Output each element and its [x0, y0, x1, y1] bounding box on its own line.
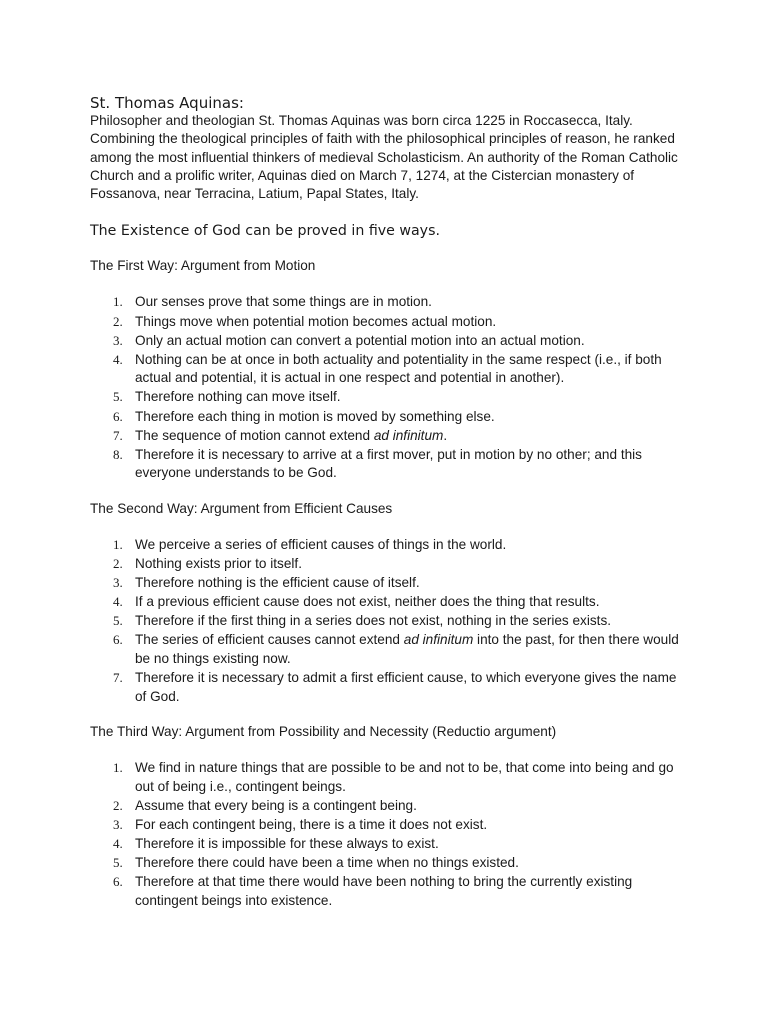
list-item-number: 4. — [113, 836, 123, 852]
way-3-title: The Third Way: Argument from Possibility and Necessity (Reductio argument) — [90, 724, 557, 740]
list-item-text-part: We perceive a series of efficient causes of things in the world. — [135, 536, 507, 552]
list-item-number: 5. — [113, 389, 123, 405]
list-item — [90, 816, 690, 835]
list-item — [90, 427, 690, 446]
list-item — [90, 351, 690, 388]
list-item-number: 8. — [113, 446, 123, 462]
list-item-number: 5. — [113, 613, 123, 629]
list-item-text — [135, 817, 487, 832]
way-1-title: The First Way: Argument from Motion — [90, 258, 316, 274]
list-item — [90, 612, 690, 631]
list-item-emphasis: ad infinitum — [373, 427, 444, 443]
list-item-number: 1. — [113, 294, 123, 310]
list-item-text-part: Nothing can be at once in both actuality and potentiality in the same respect (i.e., if both actual and potential, it is actual in one respect and potential in another). — [135, 351, 662, 386]
list-item-text-part: Nothing exists prior to itself. — [135, 556, 302, 572]
list-item-number: 4. — [113, 594, 123, 610]
list-item-text — [135, 428, 447, 443]
list-item-text — [135, 855, 519, 870]
list-item — [90, 797, 690, 816]
list-item-text-part: Therefore nothing is the efficient cause of itself. — [135, 575, 420, 591]
list-item-number: 4. — [113, 351, 123, 367]
section-heading: The Existence of God can be proved in five ways. — [90, 223, 440, 240]
list-item-text — [135, 613, 611, 628]
list-item-text-part: Therefore if the first thing in a series does not exist, nothing in the series exists. — [135, 613, 612, 629]
list-item-number: 6. — [113, 874, 123, 890]
list-item-number: 6. — [113, 632, 123, 648]
list-item-text-part: If a previous efficient cause does not exist, neither does the thing that results. — [135, 594, 600, 610]
list-item-text — [135, 594, 599, 609]
list-item-text-part: . — [443, 427, 448, 443]
list-item — [90, 759, 690, 796]
list-item-text — [135, 314, 496, 329]
list-item-number: 7. — [113, 670, 123, 686]
list-item — [90, 293, 690, 312]
list-item-emphasis: ad infinitum — [403, 632, 474, 648]
list-item-number: 2. — [113, 797, 123, 813]
list-item-text — [135, 798, 417, 813]
way-3-steps — [90, 759, 690, 910]
list-item-text-part: into the past, for then there would be no things existing now. — [135, 632, 679, 666]
list-item — [90, 873, 690, 910]
list-item-text-part: Therefore nothing can move itself. — [135, 389, 341, 405]
list-item-number: 3. — [113, 332, 123, 348]
page-heading: St. Thomas Aquinas: — [90, 94, 244, 112]
list-item-number: 3. — [113, 817, 123, 833]
list-item — [90, 446, 690, 483]
list-item-text — [135, 333, 585, 348]
list-item — [90, 835, 690, 854]
list-item-number: 2. — [113, 313, 123, 329]
list-item-text — [135, 556, 302, 571]
way-2-steps — [90, 536, 690, 706]
list-item-number: 5. — [113, 855, 123, 871]
list-item-text-part: Only an actual motion can convert a potential motion into an actual motion. — [135, 332, 585, 348]
list-item-text-part: The series of efficient causes cannot extend — [135, 632, 404, 648]
list-item-text-part: For each contingent being, there is a time it does not exist. — [135, 817, 488, 833]
list-item-number: 1. — [113, 536, 123, 552]
list-item-number: 1. — [113, 760, 123, 776]
list-item-text — [135, 760, 674, 794]
list-item-text — [135, 447, 642, 481]
list-item — [90, 669, 690, 706]
list-item-number: 6. — [113, 408, 123, 424]
list-item-text — [135, 389, 341, 404]
list-item-text-part: Therefore it is necessary to admit a first efficient cause, to which everyone gives the name of God. — [135, 670, 677, 704]
list-item-number: 3. — [113, 575, 123, 591]
list-item-text-part: Assume that every being is a contingent being. — [135, 797, 417, 813]
list-item-text — [135, 874, 632, 908]
list-item-text-part: Our senses prove that some things are in motion. — [135, 294, 432, 310]
list-item-text-part: The sequence of motion cannot extend — [135, 427, 374, 443]
list-item — [90, 854, 690, 873]
way-1-steps — [90, 293, 690, 482]
list-item-text — [135, 537, 506, 552]
list-item-text — [135, 632, 679, 666]
list-item — [90, 574, 690, 593]
list-item — [90, 631, 690, 668]
intro-paragraph: Philosopher and theologian St. Thomas Aquinas was born circa 1225 in Roccasecca, Italy. Combining the theological principles of faith with the philosophical principles of reason, he ranked among the most influential thinkers of medieval Scholasticism. An authority of the Roman Catholic Church and a prolific writer, Aquinas died on March 7, 1274, at the Cistercian monastery of Fossanova, near Terracina, Latium, Papal States, Italy. — [90, 113, 678, 202]
list-item — [90, 536, 690, 555]
list-item-text-part: We find in nature things that are possible to be and not to be, that come into being and go out of being i.e., contingent beings. — [135, 760, 674, 794]
list-item-text — [135, 575, 420, 590]
list-item-text — [135, 836, 439, 851]
list-item-text-part: Therefore at that time there would have been nothing to bring the currently existing contingent beings into existence. — [135, 874, 633, 908]
list-item-text — [135, 352, 662, 386]
list-item — [90, 388, 690, 407]
list-item-text — [135, 409, 495, 424]
list-item-text-part: Therefore it is impossible for these always to exist. — [135, 836, 439, 852]
list-item — [90, 408, 690, 427]
list-item — [90, 332, 690, 351]
way-2-title: The Second Way: Argument from Efficient Causes — [90, 500, 393, 516]
list-item-number: 7. — [113, 427, 123, 443]
list-item-text-part: Things move when potential motion becomes actual motion. — [135, 313, 497, 329]
document-page — [90, 94, 690, 911]
list-item — [90, 313, 690, 332]
list-item-text-part: Therefore each thing in motion is moved by something else. — [135, 408, 495, 424]
list-item — [90, 593, 690, 612]
list-item-number: 2. — [113, 556, 123, 572]
list-item-text — [135, 670, 677, 704]
list-item-text-part: Therefore it is necessary to arrive at a first mover, put in motion by no other; and this everyone understands to be God. — [135, 446, 642, 481]
list-item-text-part: Therefore there could have been a time when no things existed. — [135, 855, 519, 871]
list-item — [90, 555, 690, 574]
list-item-text — [135, 294, 432, 309]
